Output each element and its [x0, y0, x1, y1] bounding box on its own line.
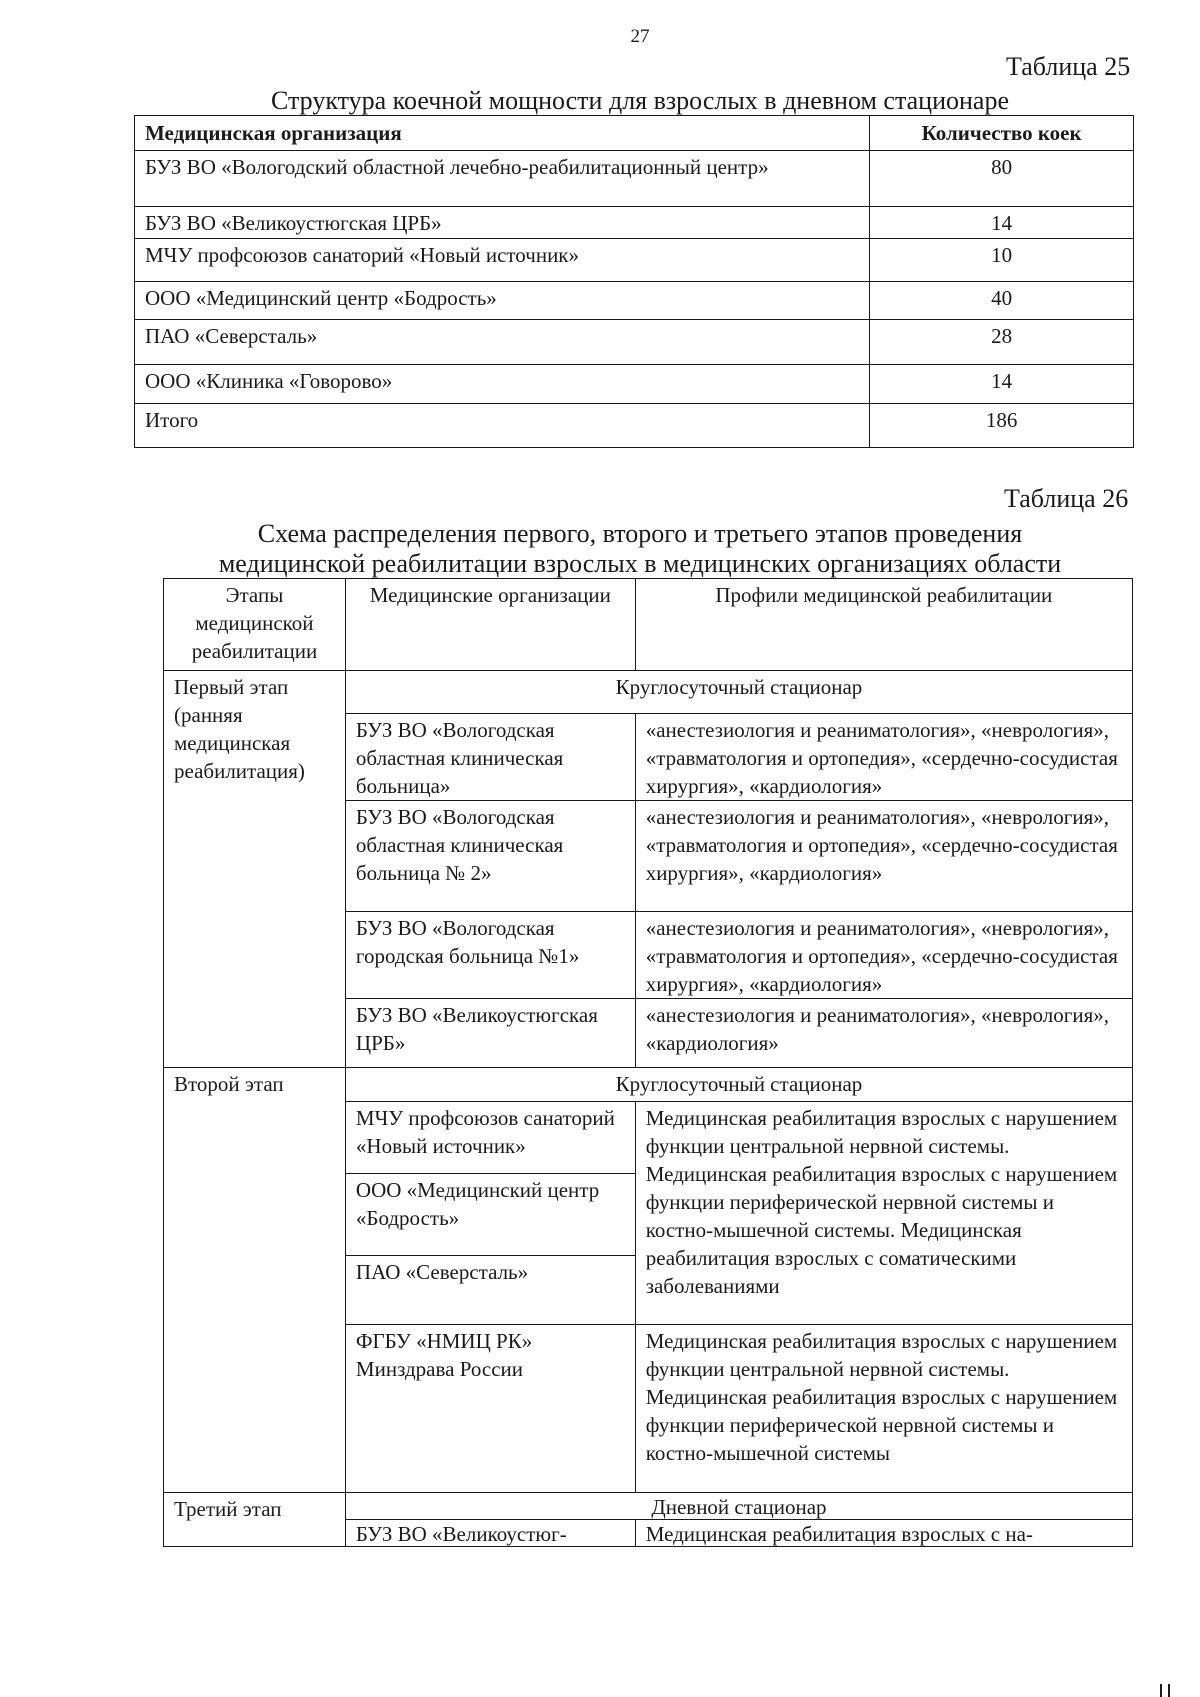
- table-row: [135, 151, 1134, 207]
- stage2-profile: Медицинская реабилитация взрослых с нарушением функции центральной нервной системы. Медицинская реабилитация взрослых с нарушением функции периферической нервной системы и костно-мышечной системы: [635, 1325, 1132, 1493]
- stage1-profile: «анестезиология и реаниматология», «неврология», «травматология и ортопедия», «сердечно-сосудистая хирургия», «кардиология»: [635, 912, 1132, 999]
- stage3-name: Третий этап: [164, 1493, 346, 1547]
- stage2-name: Второй этап: [164, 1068, 346, 1493]
- edge-mark: [1158, 1684, 1174, 1697]
- stage1-org: БУЗ ВО «Вологодская областная клиническая больница № 2»: [345, 801, 635, 912]
- stage1-profile: «анестезиология и реаниматология», «неврология», «травматология и ортопедия», «сердечно-сосудистая хирургия», «кардиология»: [635, 801, 1132, 912]
- table-row: [164, 671, 1133, 714]
- stage3-section: Дневной стационар: [345, 1493, 1132, 1520]
- table-row: [135, 365, 1134, 404]
- stage1-org: БУЗ ВО «Вологодская областная клиническая больница»: [345, 714, 635, 801]
- table25-total-beds: 186: [870, 404, 1134, 448]
- table25-org: ПАО «Северсталь»: [135, 320, 870, 365]
- stage2-section: Круглосуточный стационар: [345, 1068, 1132, 1102]
- table25-beds: 14: [870, 207, 1134, 239]
- table26-header-stage: Этапы медицинской реабилитации: [164, 579, 346, 671]
- table25-header-beds: Количество коек: [870, 116, 1134, 151]
- table25-org: ООО «Медицинский центр «Бодрость»: [135, 282, 870, 320]
- table-row: [135, 239, 1134, 282]
- table25-beds: 10: [870, 239, 1134, 282]
- table25-total-label: Итого: [135, 404, 870, 448]
- table-row: [135, 320, 1134, 365]
- table25-header-row: [135, 116, 1134, 151]
- table25-org: МЧУ профсоюзов санаторий «Новый источник»: [135, 239, 870, 282]
- table-row: [164, 1493, 1133, 1520]
- table25: [134, 115, 1134, 448]
- table25-label: Таблица 25: [1006, 52, 1131, 81]
- stage2-org: ООО «Медицинский центр «Бодрость»: [345, 1174, 635, 1256]
- stage1-org: БУЗ ВО «Вологодская городская больница №1»: [345, 912, 635, 999]
- stage1-org: БУЗ ВО «Великоустюгская ЦРБ»: [345, 999, 635, 1068]
- table26: [163, 578, 1133, 1547]
- table25-beds: 80: [870, 151, 1134, 207]
- table-row: [164, 1068, 1133, 1102]
- table25-header-org: Медицинская организация: [135, 116, 870, 151]
- table25-org: БУЗ ВО «Великоустюгская ЦРБ»: [135, 207, 870, 239]
- table26-header-row: [164, 579, 1133, 671]
- stage1-name: Первый этап (ранняя медицинская реабилитация): [164, 671, 346, 1068]
- table-row: [135, 207, 1134, 239]
- table26-label: Таблица 26: [1004, 484, 1129, 513]
- stage2-org: МЧУ профсоюзов санаторий «Новый источник»: [345, 1102, 635, 1174]
- stage1-profile: «анестезиология и реаниматология», «неврология», «травматология и ортопедия», «сердечно-сосудистая хирургия», «кардиология»: [635, 714, 1132, 801]
- stage3-org: БУЗ ВО «Великоустюг-: [345, 1520, 635, 1547]
- table-row: [135, 282, 1134, 320]
- stage2-org: ПАО «Северсталь»: [345, 1256, 635, 1325]
- stage2-group-profile: Медицинская реабилитация взрослых с нарушением функции центральной нервной системы. Медицинская реабилитация взрослых с нарушением функции периферической нервной системы и костно-мышечной системы. Медицинская реабилитация взрослых с соматическими заболеваниями: [635, 1102, 1132, 1325]
- table26-title-line1: Схема распределения первого, второго и третьего этапов проведения: [257, 519, 1023, 548]
- table25-beds: 40: [870, 282, 1134, 320]
- table26-header-profile: Профили медицинской реабилитации: [635, 579, 1132, 671]
- table25-beds: 28: [870, 320, 1134, 365]
- stage2-org: ФГБУ «НМИЦ РК» Минздрава России: [345, 1325, 635, 1493]
- table25-beds: 14: [870, 365, 1134, 404]
- table26-title-line2: медицинской реабилитации взрослых в медицинских организациях области: [218, 549, 1062, 578]
- stage3-profile: Медицинская реабилитация взрослых с на-: [635, 1520, 1132, 1547]
- page-number: 27: [630, 26, 650, 47]
- stage1-section: Круглосуточный стационар: [345, 671, 1132, 714]
- table25-title: Структура коечной мощности для взрослых в дневном стационаре: [271, 86, 1009, 115]
- table-row: [135, 404, 1134, 448]
- stage1-profile: «анестезиология и реаниматология», «неврология», «кардиология»: [635, 999, 1132, 1068]
- table26-header-org: Медицинские организации: [345, 579, 635, 671]
- table25-org: ООО «Клиника «Говорово»: [135, 365, 870, 404]
- table25-org: БУЗ ВО «Вологодский областной лечебно-реабилитационный центр»: [135, 151, 870, 207]
